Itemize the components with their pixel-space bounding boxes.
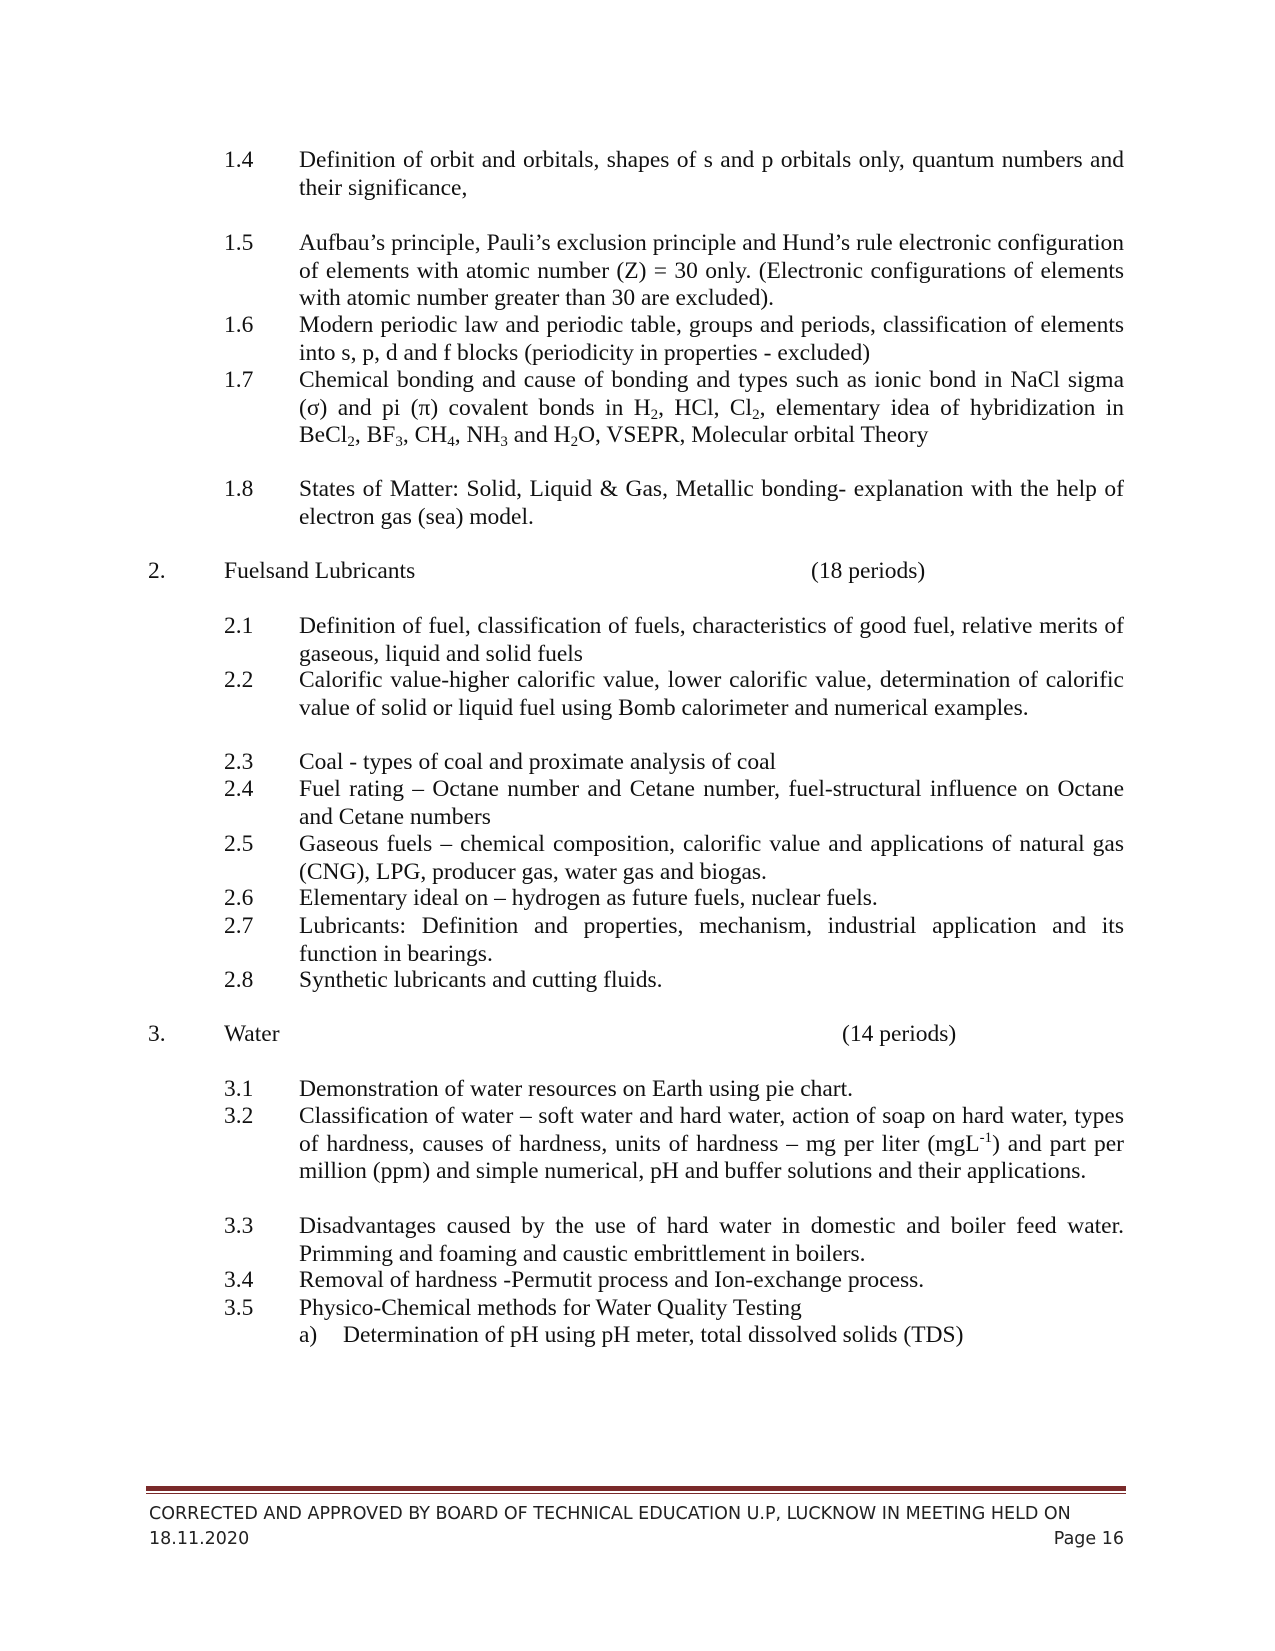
item-number: 2.5 bbox=[224, 831, 254, 857]
page-number: Page 16 bbox=[1053, 1529, 1124, 1549]
item-number: 2.4 bbox=[224, 776, 254, 802]
item-number: 2.8 bbox=[224, 967, 254, 993]
section-number: 2. bbox=[148, 558, 166, 584]
item-number: 1.7 bbox=[224, 367, 254, 393]
subitem-text: Determination of pH using pH meter, total dissolved solids (TDS) bbox=[343, 1322, 964, 1348]
item-text: Chemical bonding and cause of bonding and types such as ionic bond in NaCl sigma (σ) and pi (π) covalent bonds in $H_2$, HCl, $Cl_2$, elementary idea of hybridization in BeCl$_2$, $BF_3$, $CH_4$, $NH_3$ and $H_2O$, VSEPR, Molecular orbital Theory bbox=[299, 367, 1124, 451]
footer-rule-thin bbox=[146, 1493, 1126, 1494]
item-number: 3.1 bbox=[224, 1076, 254, 1102]
subitem-label: a) bbox=[299, 1322, 318, 1348]
item-text: Disadvantages caused by the use of hard water in domestic and boiler feed water. Primming and foaming and caustic embrittlement in boilers. bbox=[299, 1213, 1124, 1267]
item-number: 3.4 bbox=[224, 1267, 254, 1293]
item-text: Fuel rating – Octane number and Cetane number, fuel-structural influence on Octane and Cetane numbers bbox=[299, 776, 1124, 830]
item-number: 1.8 bbox=[224, 476, 254, 502]
item-text: Removal of hardness -Permutit process and Ion-exchange process. bbox=[299, 1267, 925, 1293]
item-text: Calorific value-higher calorific value, lower calorific value, determination of calorific value of solid or liquid fuel using Bomb calorimeter and numerical examples. bbox=[299, 667, 1124, 721]
item-text: Demonstration of water resources on Earth using pie chart. bbox=[299, 1076, 854, 1102]
item-number: 1.5 bbox=[224, 230, 254, 256]
item-number: 2.2 bbox=[224, 667, 254, 693]
footer-rule bbox=[146, 1486, 1126, 1491]
footer bbox=[149, 1502, 1124, 1552]
item-text: Lubricants: Definition and properties, mechanism, industrial application and its function in bearings. bbox=[299, 913, 1124, 967]
section-periods: (18 periods) bbox=[811, 558, 926, 584]
item-text: Elementary ideal on – hydrogen as future fuels, nuclear fuels. bbox=[299, 885, 878, 911]
item-number: 1.4 bbox=[224, 147, 254, 173]
section-number: 3. bbox=[148, 1021, 166, 1047]
section-periods: (14 periods) bbox=[842, 1021, 957, 1047]
item-number: 2.6 bbox=[224, 885, 254, 911]
section-title: Water bbox=[224, 1021, 280, 1047]
item-text: Modern periodic law and periodic table, groups and periods, classification of elements into s, p, d and f blocks (periodicity in properties - excluded) bbox=[299, 312, 1124, 366]
item-number: 3.2 bbox=[224, 1103, 254, 1129]
item-number: 3.5 bbox=[224, 1295, 254, 1321]
item-text: Classification of water – soft water and hard water, action of soap on hard water, types of hardness, causes of hardness, units of hardness – mg per liter (mgL$^{-1}$) and part per million (ppm) and simple numerical, pH and buffer solutions and their applications. bbox=[299, 1103, 1124, 1185]
item-text: Physico-Chemical methods for Water Quality Testing bbox=[299, 1295, 802, 1321]
item-text: Aufbau’s principle, Pauli’s exclusion principle and Hund’s rule electronic configuration of elements with atomic number (Z) = 30 only. (Electronic configurations of elements with atomic number greater than 30 are excluded). bbox=[299, 230, 1124, 312]
item-number: 2.1 bbox=[224, 613, 254, 639]
footer-date: 18.11.2020 bbox=[149, 1529, 250, 1549]
item-text: Gaseous fuels – chemical composition, calorific value and applications of natural gas (CNG), LPG, producer gas, water gas and biogas. bbox=[299, 831, 1124, 885]
item-text: States of Matter: Solid, Liquid & Gas, Metallic bonding- explanation with the help of electron gas (sea) model. bbox=[299, 476, 1124, 530]
item-number: 3.3 bbox=[224, 1213, 254, 1239]
item-number: 2.7 bbox=[224, 913, 254, 939]
footer-approval-text: CORRECTED AND APPROVED BY BOARD OF TECHNICAL EDUCATION U.P, LUCKNOW IN MEETING HELD ON bbox=[149, 1504, 1071, 1524]
section-title: Fuelsand Lubricants bbox=[224, 558, 416, 584]
item-number: 1.6 bbox=[224, 312, 254, 338]
item-text: Definition of fuel, classification of fuels, characteristics of good fuel, relative merits of gaseous, liquid and solid fuels bbox=[299, 613, 1124, 667]
item-text: Coal - types of coal and proximate analysis of coal bbox=[299, 749, 777, 775]
item-number: 2.3 bbox=[224, 749, 254, 775]
item-text: Synthetic lubricants and cutting fluids. bbox=[299, 967, 663, 993]
item-text: Definition of orbit and orbitals, shapes of s and p orbitals only, quantum numbers and their significance, bbox=[299, 147, 1124, 201]
